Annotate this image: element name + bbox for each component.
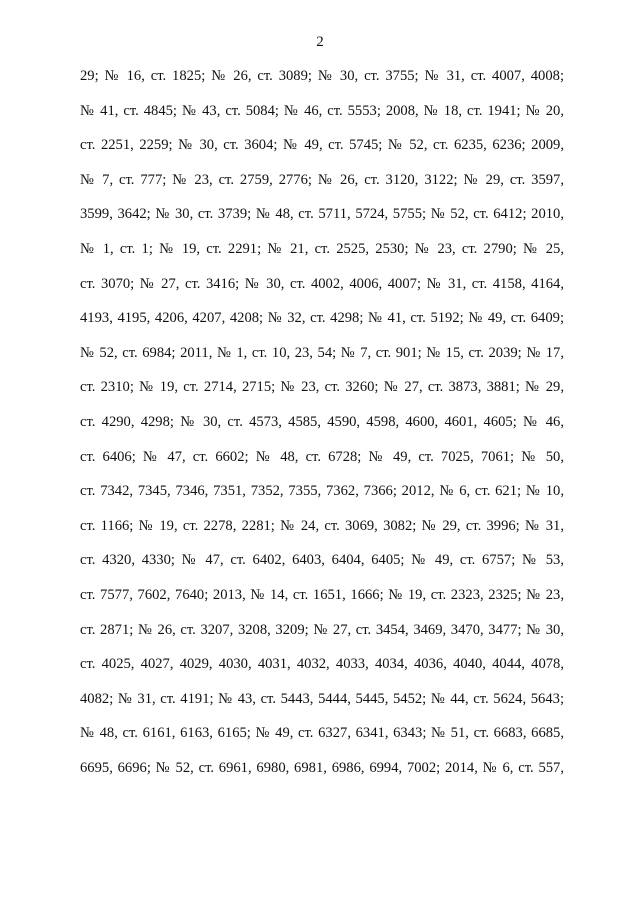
text-line: 4193, 4195, 4206, 4207, 4208; № 32, ст. 4298; № 41, ст. 5192; № 49, ст. 6409; xyxy=(80,310,564,327)
text-line: ст. 2871; № 26, ст. 3207, 3208, 3209; № 27, ст. 3454, 3469, 3470, 3477; № 30, xyxy=(80,621,564,638)
text-line: ст. 2310; № 19, ст. 2714, 2715; № 23, ст. 3260; № 27, ст. 3873, 3881; № 29, xyxy=(80,379,564,396)
text-line: 3599, 3642; № 30, ст. 3739; № 48, ст. 5711, 5724, 5755; № 52, ст. 6412; 2010, xyxy=(80,206,564,223)
text-line: 29; № 16, ст. 1825; № 26, ст. 3089; № 30, ст. 3755; № 31, ст. 4007, 4008; xyxy=(80,68,564,84)
text-line: ст. 4290, 4298; № 30, ст. 4573, 4585, 4590, 4598, 4600, 4601, 4605; № 46, xyxy=(80,413,564,430)
text-line: ст. 7342, 7345, 7346, 7351, 7352, 7355, 7362, 7366; 2012, № 6, ст. 621; № 10, xyxy=(80,483,564,500)
text-line: ст. 7577, 7602, 7640; 2013, № 14, ст. 1651, 1666; № 19, ст. 2323, 2325; № 23, xyxy=(80,586,564,603)
text-line: № 52, ст. 6984; 2011, № 1, ст. 10, 23, 54; № 7, ст. 901; № 15, ст. 2039; № 17, xyxy=(80,344,564,361)
text-line: 6695, 6696; № 52, ст. 6961, 6980, 6981, 6986, 6994, 7002; 2014, № 6, ст. 557, xyxy=(80,759,564,776)
text-line: № 7, ст. 777; № 23, ст. 2759, 2776; № 26, ст. 3120, 3122; № 29, ст. 3597, xyxy=(80,171,564,188)
text-line: ст. 2251, 2259; № 30, ст. 3604; № 49, ст. 5745; № 52, ст. 6235, 6236; 2009, xyxy=(80,137,564,154)
body-text xyxy=(80,66,564,792)
text-line: № 48, ст. 6161, 6163, 6165; № 49, ст. 6327, 6341, 6343; № 51, ст. 6683, 6685, xyxy=(80,725,564,742)
text-line: 4082; № 31, ст. 4191; № 43, ст. 5443, 5444, 5445, 5452; № 44, ст. 5624, 5643; xyxy=(80,690,564,707)
text-line: ст. 4320, 4330; № 47, ст. 6402, 6403, 6404, 6405; № 49, ст. 6757; № 53, xyxy=(80,552,564,569)
text-line: № 1, ст. 1; № 19, ст. 2291; № 21, ст. 2525, 2530; № 23, ст. 2790; № 25, xyxy=(80,240,564,257)
text-line: ст. 4025, 4027, 4029, 4030, 4031, 4032, 4033, 4034, 4036, 4040, 4044, 4078, xyxy=(80,656,564,673)
text-line: ст. 3070; № 27, ст. 3416; № 30, ст. 4002, 4006, 4007; № 31, ст. 4158, 4164, xyxy=(80,275,564,292)
text-line: ст. 6406; № 47, ст. 6602; № 48, ст. 6728; № 49, ст. 7025, 7061; № 50, xyxy=(80,448,564,465)
text-line: ст. 1166; № 19, ст. 2278, 2281; № 24, ст. 3069, 3082; № 29, ст. 3996; № 31, xyxy=(80,517,564,534)
text-line: № 41, ст. 4845; № 43, ст. 5084; № 46, ст. 5553; 2008, № 18, ст. 1941; № 20, xyxy=(80,102,564,119)
page-number: 2 xyxy=(316,34,324,50)
